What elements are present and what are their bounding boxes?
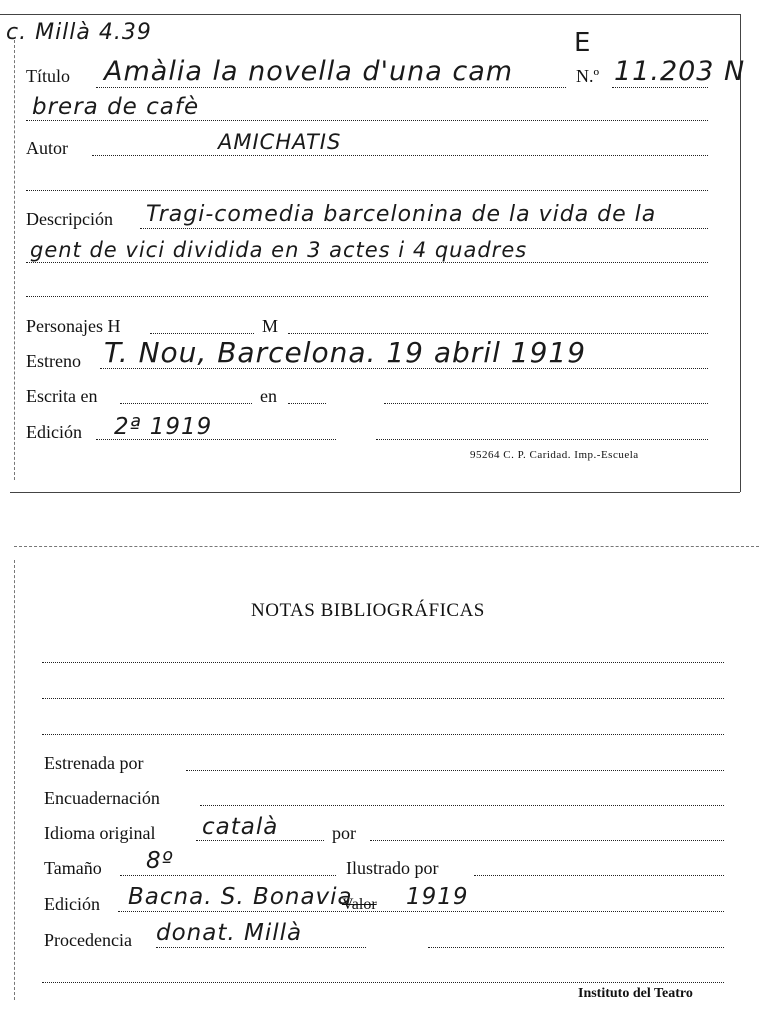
estrenada-line xyxy=(186,770,724,771)
no-label: N.º xyxy=(576,66,600,86)
autor-label: Autor xyxy=(26,138,68,158)
personajes-h-line xyxy=(150,333,254,334)
ilustrado-label: Ilustrado por xyxy=(346,858,439,878)
encuadernacion-label: Encuadernación xyxy=(44,788,160,808)
titulo-value-1: Amàlia la novella d'una cam xyxy=(104,56,514,87)
escrita-line xyxy=(120,403,252,404)
notas-heading: NOTAS BIBLIOGRÁFICAS xyxy=(251,600,485,621)
final-line xyxy=(42,982,724,983)
tamano-label: Tamaño xyxy=(44,858,102,878)
card2-left-edge xyxy=(14,560,15,1000)
autor-line xyxy=(92,155,708,156)
tamano-line xyxy=(120,875,336,876)
descripcion-line-2 xyxy=(26,262,708,263)
tamano-value: 8º xyxy=(146,848,174,874)
titulo-line-1 xyxy=(96,87,566,88)
procedencia-line xyxy=(156,947,366,948)
escrita-extra-line xyxy=(384,403,708,404)
edicion-extra-line xyxy=(376,439,708,440)
estreno-value: T. Nou, Barcelona. 19 abril 1919 xyxy=(104,336,587,369)
handwritten-marker: E xyxy=(574,28,592,58)
en-line xyxy=(288,403,326,404)
notas-line-1 xyxy=(42,662,724,663)
notas-line-3 xyxy=(42,734,724,735)
edicion-value: 2ª 1919 xyxy=(114,414,213,440)
titulo-label: Título xyxy=(26,66,70,86)
descripcion-value-2: gent de vici dividida en 3 actes i 4 quadres xyxy=(30,238,528,262)
personajes-label: Personajes H xyxy=(26,316,121,336)
escrita-label: Escrita en xyxy=(26,386,98,406)
card2-top-edge xyxy=(14,546,759,547)
en-label: en xyxy=(260,386,277,406)
estreno-label: Estreno xyxy=(26,351,81,371)
edicion2-label: Edición xyxy=(44,894,100,914)
idioma-value: català xyxy=(202,814,279,840)
titulo-value-2: brera de cafè xyxy=(32,94,200,120)
descripcion-label: Descripción xyxy=(26,209,113,229)
no-value: 11.203 N xyxy=(614,56,746,87)
descripcion-value-1: Tragi-comedia barcelonina de la vida de la xyxy=(146,202,657,227)
autor-value: AMICHATIS xyxy=(218,130,342,154)
card-bottom-edge xyxy=(10,492,740,493)
call-number: c. Millà 4.39 xyxy=(6,20,152,45)
descripcion-line-1 xyxy=(140,228,708,229)
procedencia-value: donat. Millà xyxy=(156,920,303,946)
titulo-line-2 xyxy=(26,120,708,121)
valor-value: 1919 xyxy=(406,884,469,910)
footer-institution: Instituto del Teatro xyxy=(578,986,693,1001)
valor-label: Valor xyxy=(342,896,377,913)
personajes-m-line xyxy=(288,333,708,334)
card-top-edge xyxy=(0,14,740,15)
printer-imprint: 95264 C. P. Caridad. Imp.-Escuela xyxy=(470,449,639,461)
edicion2-line xyxy=(118,911,724,912)
no-line xyxy=(612,87,708,88)
edicion-label: Edición xyxy=(26,422,82,442)
estrenada-label: Estrenada por xyxy=(44,753,144,773)
idioma-line xyxy=(196,840,324,841)
descripcion-line-3 xyxy=(26,296,708,297)
notas-line-2 xyxy=(42,698,724,699)
autor-line-2 xyxy=(26,190,708,191)
m-label: M xyxy=(262,316,279,336)
idioma-label: Idioma original xyxy=(44,823,156,843)
encuadernacion-line xyxy=(200,805,724,806)
por-line xyxy=(370,840,724,841)
procedencia-label: Procedencia xyxy=(44,930,132,950)
edicion2-value: Bacna. S. Bonavia xyxy=(128,884,353,910)
procedencia-extra-line xyxy=(428,947,724,948)
ilustrado-line xyxy=(474,875,724,876)
por-label: por xyxy=(332,823,356,843)
card-left-edge xyxy=(14,40,15,480)
